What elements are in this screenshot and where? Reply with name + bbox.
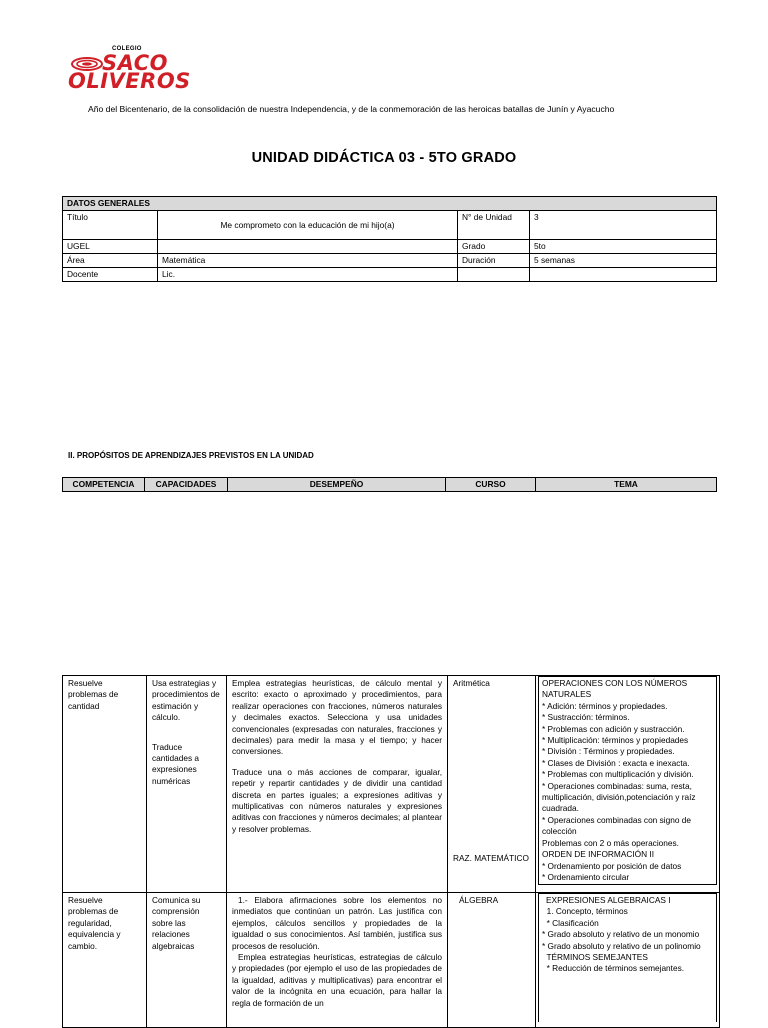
grado-value: 5to (530, 240, 717, 254)
area-value: Matemática (158, 254, 458, 268)
duracion-label: Duración (458, 254, 530, 268)
purposes-header-table (62, 477, 717, 492)
tema-list (538, 893, 717, 1022)
duracion-value: 5 semanas (530, 254, 717, 268)
desempeno-cell (227, 676, 448, 893)
list-item: * Clases de División : exacta e inexacta. (542, 757, 690, 768)
tema-cell (536, 893, 720, 1028)
col-tema: TEMA (536, 478, 717, 492)
col-curso: CURSO (446, 478, 536, 492)
capacidades-cell (147, 893, 227, 1028)
desempeno-text: Emplea estrategias heurísticas, de cálculo mental y escrito: exacto o aproximado y procedimientos, para realizar operaciones con fracciones, números naturales y decimales exactos. Selecciona y usa unidades convencionales (expresadas con naturales, fracciones y decimales) para medir la masa y el tiempo; y hacer conversiones. (232, 678, 442, 757)
datos-header: DATOS GENERALES (63, 197, 717, 211)
list-item: * Grado absoluto y relativo de un monomio (542, 929, 700, 940)
curso-text: ÁLGEBRA (459, 895, 499, 905)
capacidad-text: Usa estrategias y procedimientos de estimación y cálculo. (152, 678, 220, 723)
competencia-cell (63, 676, 147, 893)
docente-label: Docente (63, 268, 158, 282)
capacidades-cell (147, 676, 227, 893)
logo-colegio-text: COLEGIO (112, 46, 142, 52)
logo-oliveros-text: OLIVEROS (68, 69, 191, 93)
list-item: * Multiplicación: términos y propiedades (542, 735, 689, 746)
col-capacidades: CAPACIDADES (145, 478, 228, 492)
nunidad-label: N° de Unidad (458, 211, 530, 240)
list-item: ORDEN DE INFORMACIÓN II (542, 849, 655, 860)
school-logo (66, 46, 191, 98)
curso-text: Aritmética (453, 678, 490, 688)
grado-label: Grado (458, 240, 530, 254)
datos-generales-table (62, 196, 717, 282)
logo-saco-text: SACO (102, 51, 168, 75)
empty-cell (530, 268, 717, 282)
list-item: * Clasificación (542, 917, 599, 928)
curso-text: RAZ. MATEMÁTICO (453, 853, 529, 863)
titulo-label: Título (63, 211, 158, 240)
list-item: * Problemas con adición y sustracción. (542, 723, 685, 734)
area-label: Área (63, 254, 158, 268)
list-item: * Ordenamiento circular (542, 871, 630, 882)
list-item: * Ordenamiento por posición de datos (542, 860, 682, 871)
list-item: * Adición: términos y propiedades. (542, 700, 668, 711)
ugel-value (158, 240, 458, 254)
list-item: * Grado absoluto y relativo de un polinomio (542, 940, 701, 951)
competencia-text: Resuelve problemas de cantidad (68, 678, 119, 711)
list-item: * Problemas con multiplicación y división. (542, 769, 694, 780)
list-item: * Operaciones combinadas: suma, resta, multiplicación, división,potenciación y raíz cuadrada. (542, 780, 696, 814)
docente-row (63, 268, 717, 282)
capacidad-text: Comunica su comprensión sobre las relaciones algebraicas (152, 895, 201, 951)
tema-cell (536, 676, 720, 893)
competencia-text: Resuelve problemas de regularidad, equivalencia y cambio. (68, 895, 121, 951)
table-row (63, 676, 720, 893)
titulo-value: Me comprometo con la educación de mi hijo(a) (158, 211, 458, 240)
page-title: UNIDAD DIDÁCTICA 03 - 5TO GRADO (251, 150, 517, 166)
desempeno-cell (227, 893, 448, 1028)
list-item: Problemas con 2 o más operaciones. (542, 837, 679, 848)
area-row (63, 254, 717, 268)
competencia-cell (63, 893, 147, 1028)
desempeno-text: 1.- Elabora afirmaciones sobre los elementos no inmediatos que continúan un patrón. Las justifica con ejemplos, cálculos sencillos y propiedades de la igualdad o sus conocimientos. Así también, justifica sus procesos de resolución. (232, 895, 442, 951)
list-item: 1. Concepto, términos (542, 906, 628, 917)
titulo-row (63, 211, 717, 240)
ugel-label: UGEL (63, 240, 158, 254)
col-desempeno: DESEMPEÑO (228, 478, 446, 492)
list-item: EXPRESIONES ALGEBRAICAS I (546, 895, 671, 905)
docente-value: Lic. (158, 268, 458, 282)
year-motto: Año del Bicentenario, de la consolidación de nuestra Independencia, y de la conmemoración de las heroicas batallas de Junín y Ayacucho (88, 104, 615, 114)
list-item: OPERACIONES CON LOS NÚMEROS NATURALES (542, 678, 688, 700)
desempeno-text: Emplea estrategias heurísticas, estrategias de cálculo y propiedades (por ejemplo el uso de las propiedades de la igualdad, aditivas y multiplicativas) para encontrar el valor de la incógnita en una ecuación, para hallar la regla de formación de un (232, 952, 442, 1008)
desempeno-text: Traduce una o más acciones de comparar, igualar, repetir y repartir cantidades y de dividir una cantidad discreta en partes iguales; a expresiones aditivas y multiplicativas con números naturales y expresiones aditivas con fracciones y números decimales; al plantear y resolver problemas. (232, 766, 442, 834)
capacidad-text: Traduce cantidades a expresiones numéricas (152, 741, 200, 786)
list-item: * Sustracción: términos. (542, 712, 630, 723)
col-competencia: COMPETENCIA (63, 478, 145, 492)
nunidad-value: 3 (530, 211, 717, 240)
table-row (63, 893, 720, 1028)
curso-cell (448, 893, 536, 1028)
list-item: * Reducción de términos semejantes. (542, 963, 685, 974)
list-item: * División : Términos y propiedades. (542, 746, 675, 757)
list-item: * Operaciones combinadas con signo de colección (542, 814, 691, 837)
tema-list (538, 676, 717, 885)
list-item: TÉRMINOS SEMEJANTES (542, 952, 648, 963)
datos-header-row (63, 197, 717, 211)
purposes-table (62, 675, 720, 1028)
empty-cell (458, 268, 530, 282)
ugel-row (63, 240, 717, 254)
curso-cell (448, 676, 536, 893)
section-heading: II. PROPÓSITOS DE APRENDIZAJES PREVISTOS EN LA UNIDAD (68, 451, 314, 460)
